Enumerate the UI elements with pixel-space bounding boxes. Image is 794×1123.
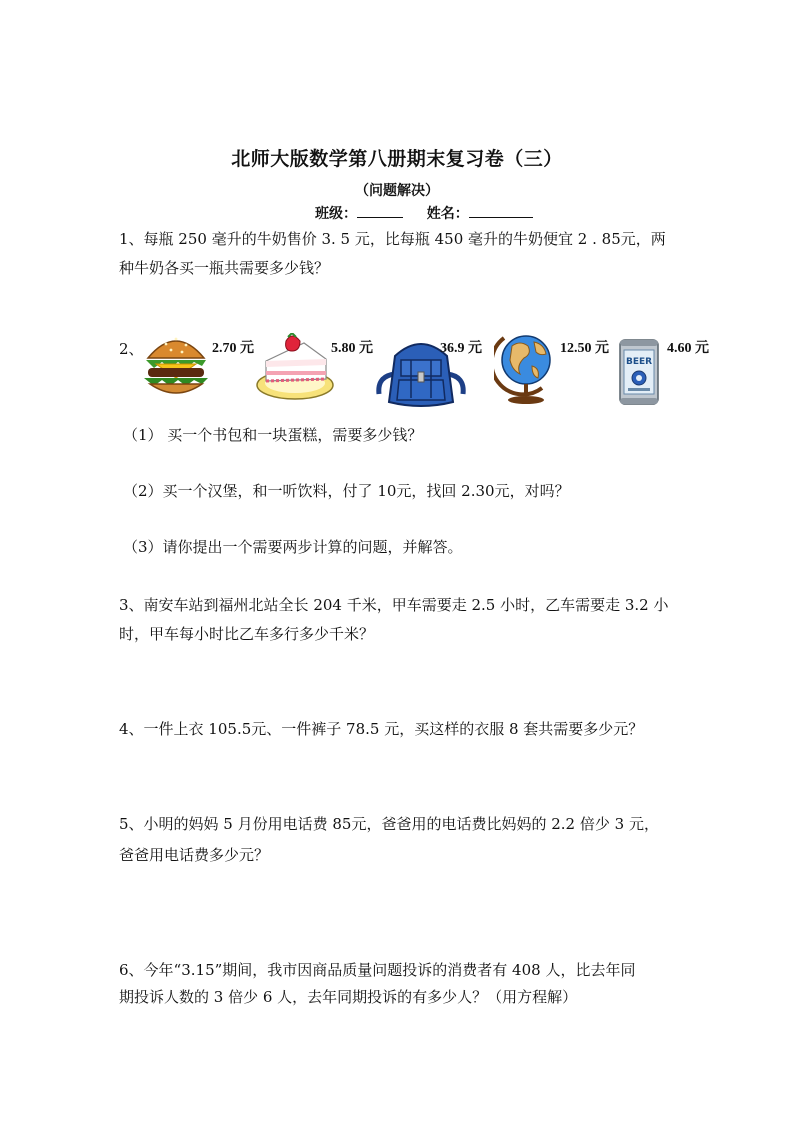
cake-icon [254,333,336,403]
cake-price: 5.80 元 [331,341,373,356]
question-2-number: 2、 [119,340,144,358]
question-2-sub-2: （2）买一个汉堡，和一听饮料，付了 10元，找回 2.30元，对吗？ [123,482,570,500]
name-blank [469,203,533,218]
question-4-line-1: 4、一件上衣 105.5元、一件裤子 78.5 元，买这样的衣服 8 套共需要多少元？ [119,720,644,738]
beer-can-icon [616,336,662,408]
hamburger-icon [142,328,210,402]
question-1-line-1: 1、每瓶 250 毫升的牛奶售价 3. 5 元，比每瓶 450 毫升的牛奶便宜 2 . 85元，两 [119,230,666,248]
can-label: BEER [625,357,653,367]
hamburger-price: 2.70 元 [212,341,254,356]
question-3-line-2: 时，甲车每小时比乙车多行多少千米？ [119,625,375,643]
question-6-line-2: 期投诉人数的 3 倍少 6 人，去年同期投诉的有多少人？（用方程解） [119,988,578,1006]
class-name-line [315,203,533,223]
class-label: 班级： [315,206,357,222]
question-3-line-1: 3、南安车站到福州北站全长 204 千米，甲车需要走 2.5 小时，乙车需要走 3.2 小 [119,596,669,614]
page-subtitle: （问题解决） [355,183,439,199]
question-5-line-2: 爸爸用电话费多少元？ [119,846,270,864]
beer-price: 4.60 元 [667,341,709,356]
question-2-sub-1: （1） 买一个书包和一块蛋糕，需要多少钱？ [123,426,423,444]
question-1-line-2: 种牛奶各买一瓶共需要多少钱？ [119,259,330,277]
question-2-sub-3: （3）请你提出一个需要两步计算的问题，并解答。 [123,538,463,556]
page-title: 北师大版数学第八册期末复习卷（三） [231,148,563,170]
class-blank [357,203,403,218]
globe-icon [494,326,558,406]
backpack-price: 36.9 元 [440,341,482,356]
question-5-line-1: 5、小明的妈妈 5 月份用电话费 85元，爸爸用的电话费比妈妈的 2.2 倍少 3 元， [119,815,659,833]
globe-price: 12.50 元 [560,341,609,356]
name-label: 姓名： [426,206,469,222]
question-6-line-1: 6、今年“3.15”期间，我市因商品质量问题投诉的消费者有 408 人，比去年同 [119,961,636,979]
